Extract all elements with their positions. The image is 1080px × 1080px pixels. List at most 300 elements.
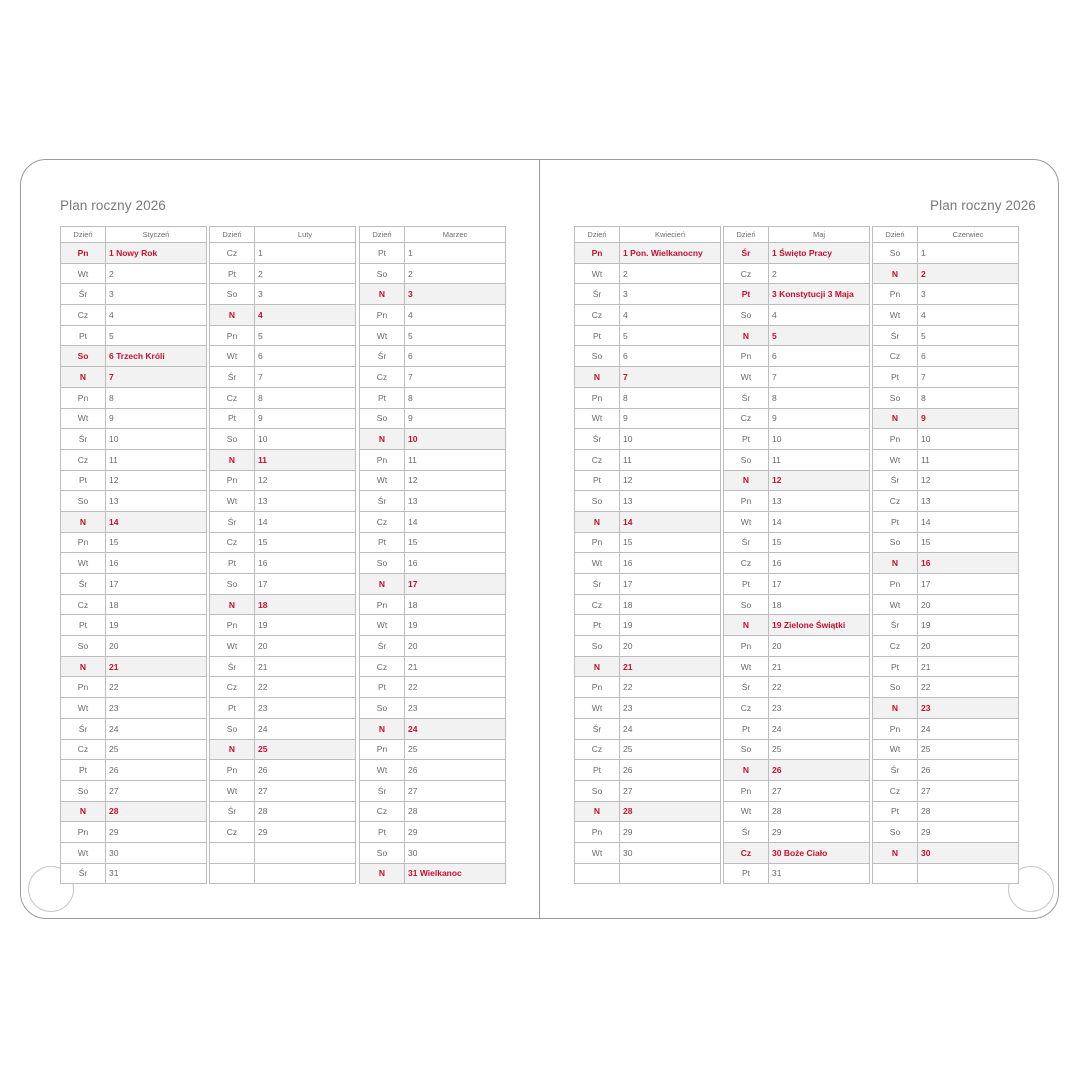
date-cell: 28 bbox=[109, 806, 119, 817]
day-row bbox=[724, 491, 869, 512]
month-table-kwiecien bbox=[574, 226, 721, 884]
date-cell: 30 bbox=[408, 847, 418, 858]
weekday-cell: Pt bbox=[61, 471, 106, 491]
date-cell: 12 bbox=[772, 475, 782, 486]
day-row bbox=[360, 553, 505, 574]
day-row bbox=[210, 388, 355, 409]
date-cell: 20 bbox=[408, 640, 418, 651]
date-cell: 19 bbox=[109, 620, 119, 631]
date-cell: 12 bbox=[623, 475, 633, 486]
weekday-cell: Cz bbox=[873, 491, 918, 511]
date-cell: 15 bbox=[109, 537, 119, 548]
day-row bbox=[575, 512, 720, 533]
date-cell: 27 bbox=[921, 785, 931, 796]
date-cell: 19 bbox=[921, 620, 931, 631]
day-row bbox=[575, 553, 720, 574]
date-cell: 24 bbox=[408, 723, 418, 734]
date-cell: 25 bbox=[109, 744, 119, 755]
date-cell: 3 bbox=[921, 289, 926, 300]
weekday-cell: Cz bbox=[360, 367, 405, 387]
weekday-cell: Wt bbox=[210, 346, 255, 366]
date-cell: 14 bbox=[258, 516, 268, 527]
date-cell: 15 bbox=[772, 537, 782, 548]
day-row bbox=[575, 595, 720, 616]
weekday-cell: Śr bbox=[61, 429, 106, 449]
page-title-right: Plan roczny 2026 bbox=[930, 198, 1036, 213]
day-row bbox=[724, 574, 869, 595]
day-row bbox=[360, 760, 505, 781]
day-row bbox=[210, 781, 355, 802]
day-row bbox=[360, 491, 505, 512]
day-row bbox=[61, 760, 206, 781]
date-cell: 19 Zielone Świątki bbox=[772, 620, 846, 631]
weekday-cell bbox=[575, 864, 620, 884]
day-row bbox=[210, 740, 355, 761]
day-row bbox=[360, 367, 505, 388]
month-table-czerwiec bbox=[872, 226, 1019, 884]
date-cell: 25 bbox=[772, 744, 782, 755]
day-row bbox=[210, 636, 355, 657]
weekday-cell: Śr bbox=[873, 471, 918, 491]
weekday-cell: N bbox=[873, 698, 918, 718]
day-row bbox=[61, 802, 206, 823]
day-row bbox=[575, 429, 720, 450]
weekday-cell: Pn bbox=[360, 305, 405, 325]
day-row bbox=[360, 574, 505, 595]
weekday-cell: Cz bbox=[61, 595, 106, 615]
weekday-cell: Wt bbox=[360, 471, 405, 491]
weekday-cell: N bbox=[210, 305, 255, 325]
date-cell: 11 bbox=[772, 454, 781, 465]
weekday-cell: Cz bbox=[724, 409, 769, 429]
weekday-cell: Pn bbox=[61, 243, 106, 263]
weekday-cell: Śr bbox=[724, 243, 769, 263]
day-row bbox=[61, 595, 206, 616]
weekday-cell: N bbox=[724, 326, 769, 346]
weekday-cell: N bbox=[873, 264, 918, 284]
weekday-cell: So bbox=[575, 636, 620, 656]
day-row bbox=[873, 657, 1018, 678]
weekday-cell: So bbox=[360, 698, 405, 718]
day-row bbox=[873, 574, 1018, 595]
day-row bbox=[61, 367, 206, 388]
day-row bbox=[873, 843, 1018, 864]
day-row bbox=[210, 574, 355, 595]
day-row bbox=[61, 719, 206, 740]
date-cell: 24 bbox=[772, 723, 782, 734]
weekday-cell: Pn bbox=[724, 781, 769, 801]
day-row bbox=[724, 243, 869, 264]
day-row bbox=[575, 264, 720, 285]
weekday-cell: Śr bbox=[360, 491, 405, 511]
weekday-cell: Wt bbox=[575, 409, 620, 429]
weekday-cell: N bbox=[873, 843, 918, 863]
date-cell: 7 bbox=[109, 371, 114, 382]
day-row bbox=[575, 305, 720, 326]
day-row bbox=[575, 760, 720, 781]
day-row bbox=[61, 574, 206, 595]
weekday-cell: N bbox=[575, 802, 620, 822]
date-cell: 5 bbox=[109, 330, 114, 341]
weekday-cell: Cz bbox=[360, 802, 405, 822]
weekday-cell: Pt bbox=[724, 574, 769, 594]
date-cell: 11 bbox=[921, 454, 930, 465]
day-row bbox=[724, 595, 869, 616]
weekday-cell: Pn bbox=[873, 284, 918, 304]
weekday-cell: So bbox=[873, 533, 918, 553]
date-cell: 13 bbox=[623, 496, 633, 507]
weekday-cell: Wt bbox=[360, 326, 405, 346]
day-row bbox=[210, 677, 355, 698]
weekday-cell: Pn bbox=[61, 533, 106, 553]
weekday-cell: Śr bbox=[575, 429, 620, 449]
day-row bbox=[724, 822, 869, 843]
date-cell: 26 bbox=[921, 765, 931, 776]
weekday-cell: N bbox=[360, 719, 405, 739]
day-row bbox=[210, 615, 355, 636]
weekday-cell: Wt bbox=[873, 305, 918, 325]
day-row bbox=[61, 822, 206, 843]
weekday-cell: Śr bbox=[873, 326, 918, 346]
weekday-cell: Pn bbox=[210, 326, 255, 346]
date-cell: 2 bbox=[921, 268, 926, 279]
weekday-cell: Cz bbox=[210, 822, 255, 842]
date-cell: 8 bbox=[109, 392, 114, 403]
date-cell: 4 bbox=[258, 309, 263, 320]
date-cell: 6 bbox=[623, 351, 628, 362]
weekday-cell: Cz bbox=[210, 533, 255, 553]
day-row bbox=[873, 553, 1018, 574]
date-cell: 10 bbox=[772, 434, 782, 445]
date-cell: 1 bbox=[258, 247, 263, 258]
weekday-cell: Wt bbox=[724, 367, 769, 387]
weekday-cell: Wt bbox=[873, 740, 918, 760]
date-cell: 9 bbox=[772, 413, 777, 424]
date-cell: 26 bbox=[623, 765, 633, 776]
date-cell: 9 bbox=[258, 413, 263, 424]
month-header bbox=[873, 227, 1018, 243]
date-cell: 8 bbox=[772, 392, 777, 403]
weekday-cell: Pn bbox=[724, 491, 769, 511]
date-cell: 18 bbox=[258, 599, 268, 610]
weekday-cell: Śr bbox=[360, 636, 405, 656]
weekday-cell: Pt bbox=[724, 719, 769, 739]
weekday-cell: So bbox=[360, 843, 405, 863]
date-cell: 22 bbox=[258, 682, 268, 693]
weekday-cell: Pt bbox=[210, 264, 255, 284]
date-cell: 22 bbox=[109, 682, 119, 693]
date-cell: 3 Konstytucji 3 Maja bbox=[772, 289, 854, 300]
weekday-cell: Wt bbox=[724, 512, 769, 532]
date-cell: 2 bbox=[258, 268, 263, 279]
day-row bbox=[210, 533, 355, 554]
weekday-cell: N bbox=[360, 864, 405, 884]
day-row bbox=[360, 243, 505, 264]
weekday-cell: Pn bbox=[360, 450, 405, 470]
date-cell: 23 bbox=[921, 702, 931, 713]
date-cell: 17 bbox=[258, 578, 268, 589]
day-row bbox=[210, 760, 355, 781]
weekday-cell: So bbox=[724, 595, 769, 615]
day-row bbox=[61, 429, 206, 450]
month-name: Maj bbox=[812, 230, 826, 239]
date-cell: 22 bbox=[623, 682, 633, 693]
weekday-cell: Cz bbox=[61, 450, 106, 470]
weekday-cell: Pn bbox=[575, 243, 620, 263]
date-cell: 9 bbox=[921, 413, 926, 424]
weekday-cell: Cz bbox=[61, 305, 106, 325]
weekday-cell: N bbox=[724, 760, 769, 780]
date-cell: 17 bbox=[623, 578, 633, 589]
day-column-header: Dzień bbox=[575, 227, 620, 242]
date-cell: 29 bbox=[772, 827, 782, 838]
date-cell: 14 bbox=[408, 516, 418, 527]
weekday-cell: Śr bbox=[724, 677, 769, 697]
weekday-cell: So bbox=[873, 388, 918, 408]
month-table-maj bbox=[723, 226, 870, 884]
date-cell: 18 bbox=[109, 599, 119, 610]
weekday-cell: Pt bbox=[210, 409, 255, 429]
day-row bbox=[724, 740, 869, 761]
weekday-cell: Pt bbox=[873, 802, 918, 822]
day-row bbox=[724, 264, 869, 285]
day-row bbox=[575, 677, 720, 698]
day-row bbox=[724, 450, 869, 471]
weekday-cell: Pt bbox=[61, 326, 106, 346]
weekday-cell: Pt bbox=[724, 429, 769, 449]
date-cell: 23 bbox=[258, 702, 268, 713]
weekday-cell: So bbox=[873, 822, 918, 842]
day-row bbox=[210, 802, 355, 823]
weekday-cell: So bbox=[61, 781, 106, 801]
date-cell: 16 bbox=[921, 558, 931, 569]
date-cell: 18 bbox=[408, 599, 418, 610]
date-cell: 21 bbox=[623, 661, 633, 672]
day-row bbox=[724, 698, 869, 719]
day-row bbox=[360, 802, 505, 823]
date-cell: 10 bbox=[258, 434, 268, 445]
weekday-cell: So bbox=[210, 284, 255, 304]
date-cell: 16 bbox=[109, 558, 119, 569]
weekday-cell: So bbox=[210, 719, 255, 739]
date-cell: 21 bbox=[921, 661, 931, 672]
date-cell: 25 bbox=[921, 744, 931, 755]
day-column-header: Dzień bbox=[724, 227, 769, 242]
day-row bbox=[575, 864, 720, 885]
date-cell: 26 bbox=[772, 765, 782, 776]
day-row bbox=[360, 533, 505, 554]
weekday-cell: N bbox=[360, 284, 405, 304]
day-row bbox=[360, 471, 505, 492]
weekday-cell: Cz bbox=[873, 636, 918, 656]
weekday-cell: Wt bbox=[61, 553, 106, 573]
date-cell: 5 bbox=[772, 330, 777, 341]
day-row bbox=[873, 326, 1018, 347]
date-cell: 11 bbox=[623, 454, 632, 465]
date-cell: 15 bbox=[623, 537, 633, 548]
weekday-cell: Wt bbox=[360, 760, 405, 780]
day-row bbox=[360, 740, 505, 761]
page-gutter bbox=[539, 159, 540, 919]
date-cell: 22 bbox=[408, 682, 418, 693]
weekday-cell bbox=[210, 864, 255, 884]
weekday-cell: Wt bbox=[210, 781, 255, 801]
date-cell: 1 bbox=[921, 247, 926, 258]
day-row bbox=[873, 243, 1018, 264]
date-cell: 9 bbox=[109, 413, 114, 424]
day-row bbox=[575, 346, 720, 367]
day-row bbox=[360, 636, 505, 657]
month-header bbox=[61, 227, 206, 243]
day-row bbox=[873, 615, 1018, 636]
date-cell: 1 bbox=[408, 247, 413, 258]
day-row bbox=[210, 471, 355, 492]
weekday-cell: Cz bbox=[575, 740, 620, 760]
date-cell: 24 bbox=[109, 723, 119, 734]
weekday-cell: Wt bbox=[360, 615, 405, 635]
weekday-cell: N bbox=[873, 409, 918, 429]
day-row bbox=[61, 409, 206, 430]
date-cell: 11 bbox=[109, 454, 118, 465]
weekday-cell: Cz bbox=[873, 346, 918, 366]
day-row bbox=[873, 760, 1018, 781]
date-cell: 4 bbox=[921, 309, 926, 320]
day-row bbox=[210, 346, 355, 367]
day-row bbox=[575, 450, 720, 471]
weekday-cell: Śr bbox=[575, 284, 620, 304]
date-cell: 29 bbox=[258, 827, 268, 838]
date-cell: 10 bbox=[109, 434, 119, 445]
date-cell: 27 bbox=[623, 785, 633, 796]
date-cell: 6 Trzech Króli bbox=[109, 351, 165, 362]
day-row bbox=[873, 740, 1018, 761]
day-row bbox=[724, 657, 869, 678]
day-row bbox=[724, 429, 869, 450]
day-row bbox=[61, 491, 206, 512]
day-row bbox=[210, 284, 355, 305]
date-cell: 16 bbox=[772, 558, 782, 569]
weekday-cell: Wt bbox=[61, 264, 106, 284]
day-row bbox=[873, 781, 1018, 802]
date-cell: 29 bbox=[408, 827, 418, 838]
weekday-cell: Śr bbox=[210, 367, 255, 387]
date-cell: 30 bbox=[921, 847, 931, 858]
day-row bbox=[575, 243, 720, 264]
date-cell: 27 bbox=[258, 785, 268, 796]
weekday-cell: Śr bbox=[210, 512, 255, 532]
day-row bbox=[360, 429, 505, 450]
date-cell: 28 bbox=[258, 806, 268, 817]
weekday-cell: Cz bbox=[575, 450, 620, 470]
weekday-cell: Pn bbox=[575, 388, 620, 408]
day-row bbox=[210, 512, 355, 533]
day-column-header: Dzień bbox=[61, 227, 106, 242]
weekday-cell: Pt bbox=[873, 512, 918, 532]
date-cell: 5 bbox=[623, 330, 628, 341]
weekday-cell: So bbox=[360, 264, 405, 284]
day-row bbox=[61, 740, 206, 761]
day-row bbox=[210, 429, 355, 450]
date-cell: 17 bbox=[921, 578, 931, 589]
day-row bbox=[873, 346, 1018, 367]
date-cell: 10 bbox=[408, 434, 418, 445]
day-row bbox=[210, 657, 355, 678]
weekday-cell: Pt bbox=[575, 471, 620, 491]
day-row bbox=[873, 305, 1018, 326]
day-row bbox=[724, 636, 869, 657]
date-cell: 14 bbox=[921, 516, 931, 527]
month-table-marzec bbox=[359, 226, 506, 884]
day-row bbox=[873, 802, 1018, 823]
weekday-cell: Pn bbox=[873, 429, 918, 449]
day-row bbox=[724, 533, 869, 554]
day-row bbox=[724, 367, 869, 388]
date-cell: 28 bbox=[772, 806, 782, 817]
month-header bbox=[360, 227, 505, 243]
date-cell: 20 bbox=[109, 640, 119, 651]
day-row bbox=[360, 677, 505, 698]
date-cell: 8 bbox=[408, 392, 413, 403]
day-row bbox=[360, 822, 505, 843]
date-cell: 9 bbox=[408, 413, 413, 424]
date-cell: 5 bbox=[408, 330, 413, 341]
day-row bbox=[575, 574, 720, 595]
day-row bbox=[61, 636, 206, 657]
day-row bbox=[61, 284, 206, 305]
date-cell: 20 bbox=[623, 640, 633, 651]
day-row bbox=[575, 388, 720, 409]
date-cell: 13 bbox=[408, 496, 418, 507]
date-cell bbox=[620, 864, 720, 884]
weekday-cell: Śr bbox=[61, 864, 106, 884]
weekday-cell: N bbox=[360, 429, 405, 449]
weekday-cell: Śr bbox=[360, 346, 405, 366]
day-row bbox=[873, 429, 1018, 450]
day-row bbox=[873, 822, 1018, 843]
day-row bbox=[724, 326, 869, 347]
day-row bbox=[575, 326, 720, 347]
weekday-cell: So bbox=[575, 346, 620, 366]
day-row bbox=[61, 615, 206, 636]
weekday-cell: Pn bbox=[210, 760, 255, 780]
day-column-header: Dzień bbox=[873, 227, 918, 242]
date-cell: 21 bbox=[258, 661, 268, 672]
date-cell: 1 Nowy Rok bbox=[109, 247, 158, 258]
date-cell: 6 bbox=[408, 351, 413, 362]
date-cell: 16 bbox=[623, 558, 633, 569]
date-cell bbox=[255, 864, 355, 884]
day-row bbox=[210, 450, 355, 471]
weekday-cell: N bbox=[210, 450, 255, 470]
weekday-cell: Śr bbox=[61, 284, 106, 304]
day-column-header: Dzień bbox=[210, 227, 255, 242]
month-name: Czerwiec bbox=[952, 230, 984, 239]
date-cell: 7 bbox=[408, 371, 413, 382]
date-cell: 19 bbox=[623, 620, 633, 631]
day-row bbox=[724, 615, 869, 636]
date-cell: 10 bbox=[921, 434, 931, 445]
weekday-cell: Pt bbox=[360, 388, 405, 408]
weekday-cell: Cz bbox=[210, 677, 255, 697]
weekday-cell: So bbox=[210, 574, 255, 594]
date-cell: 18 bbox=[623, 599, 633, 610]
date-cell: 25 bbox=[623, 744, 633, 755]
day-row bbox=[61, 657, 206, 678]
month-header bbox=[210, 227, 355, 243]
date-cell: 29 bbox=[109, 827, 119, 838]
weekday-cell: Wt bbox=[575, 553, 620, 573]
day-row bbox=[724, 677, 869, 698]
